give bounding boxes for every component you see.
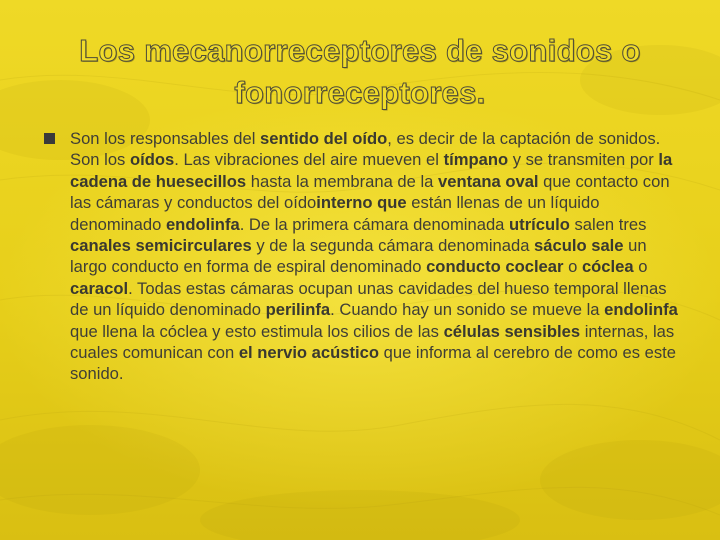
paragraph-bold-run: canales semicirculares (70, 236, 252, 256)
paragraph-text-run: que contacto con las cámaras y conductos del oído (70, 171, 670, 213)
paragraph-text-run: y de la segunda cámara denominada (251, 236, 535, 256)
body-paragraph (70, 128, 684, 385)
paragraph-bold-run: oídos (129, 150, 175, 170)
paragraph-text-run: o (563, 257, 582, 277)
paragraph-text-run: están llenas de un líquido denominado (70, 193, 600, 234)
paragraph-bold-run: la cadena de huesecillos (70, 150, 673, 191)
paragraph-text-run: internas, las cuales comunican con (70, 321, 675, 363)
paragraph-bold-run: caracol (70, 278, 129, 298)
paragraph-text-run: . Todas estas cámaras ocupan unas cavidades del hueso temporal llenas de un líquido denominado (70, 278, 667, 320)
paragraph-text-run: . De la primera cámara denominada (239, 214, 510, 234)
paragraph-text-run: que informa al cerebro de como es este sonido. (70, 343, 677, 384)
paragraph-bold-run: perilinfa (265, 300, 331, 320)
paragraph-bold-run: células sensibles (443, 321, 581, 341)
slide-title (40, 30, 680, 114)
paragraph-bold-run: conducto coclear (426, 257, 564, 277)
paragraph-text-run: hasta la membrana de la (246, 171, 439, 191)
paragraph-text-run: salen tres (569, 214, 647, 234)
paragraph-bold-run: ventana oval (438, 171, 539, 191)
paragraph-text-run: Son los responsables del (70, 129, 261, 148)
paragraph-bold-run: cóclea (581, 257, 634, 277)
slide-title-line-1: Los mecanorreceptores de sonidos o (79, 33, 641, 68)
paragraph-text-run: . Las vibraciones del aire mueven el (174, 150, 444, 170)
paragraph-bold-run: endolinfa (165, 214, 240, 234)
paragraph-text-run: , es decir de la captación de sonidos. Son los (70, 129, 661, 170)
paragraph-bold-run: sentido del oído (260, 129, 388, 148)
bullet-item (44, 128, 684, 385)
slide-title-line-2: fonorreceptores. (234, 75, 486, 110)
paragraph-text-run: un largo conducto en forma de espiral denominado (70, 236, 647, 277)
paragraph-bold-run: sáculo sale (534, 236, 624, 256)
paragraph-text-run: que llena la cóclea y esto estimula los cilios de las (70, 321, 444, 341)
paragraph-bold-run: utrículo (509, 214, 570, 234)
paragraph-text-run: y se transmiten por (508, 150, 659, 170)
paragraph-bold-run: tímpano (443, 150, 509, 170)
paragraph-text-run: o (633, 257, 648, 277)
square-bullet-icon (44, 133, 55, 144)
paragraph-text-run: . Cuando hay un sonido se mueve la (330, 300, 605, 320)
paragraph-bold-run: endolinfa (604, 300, 678, 320)
paragraph-bold-run: interno que (316, 193, 407, 213)
paragraph-bold-run: el nervio acústico (238, 343, 379, 363)
